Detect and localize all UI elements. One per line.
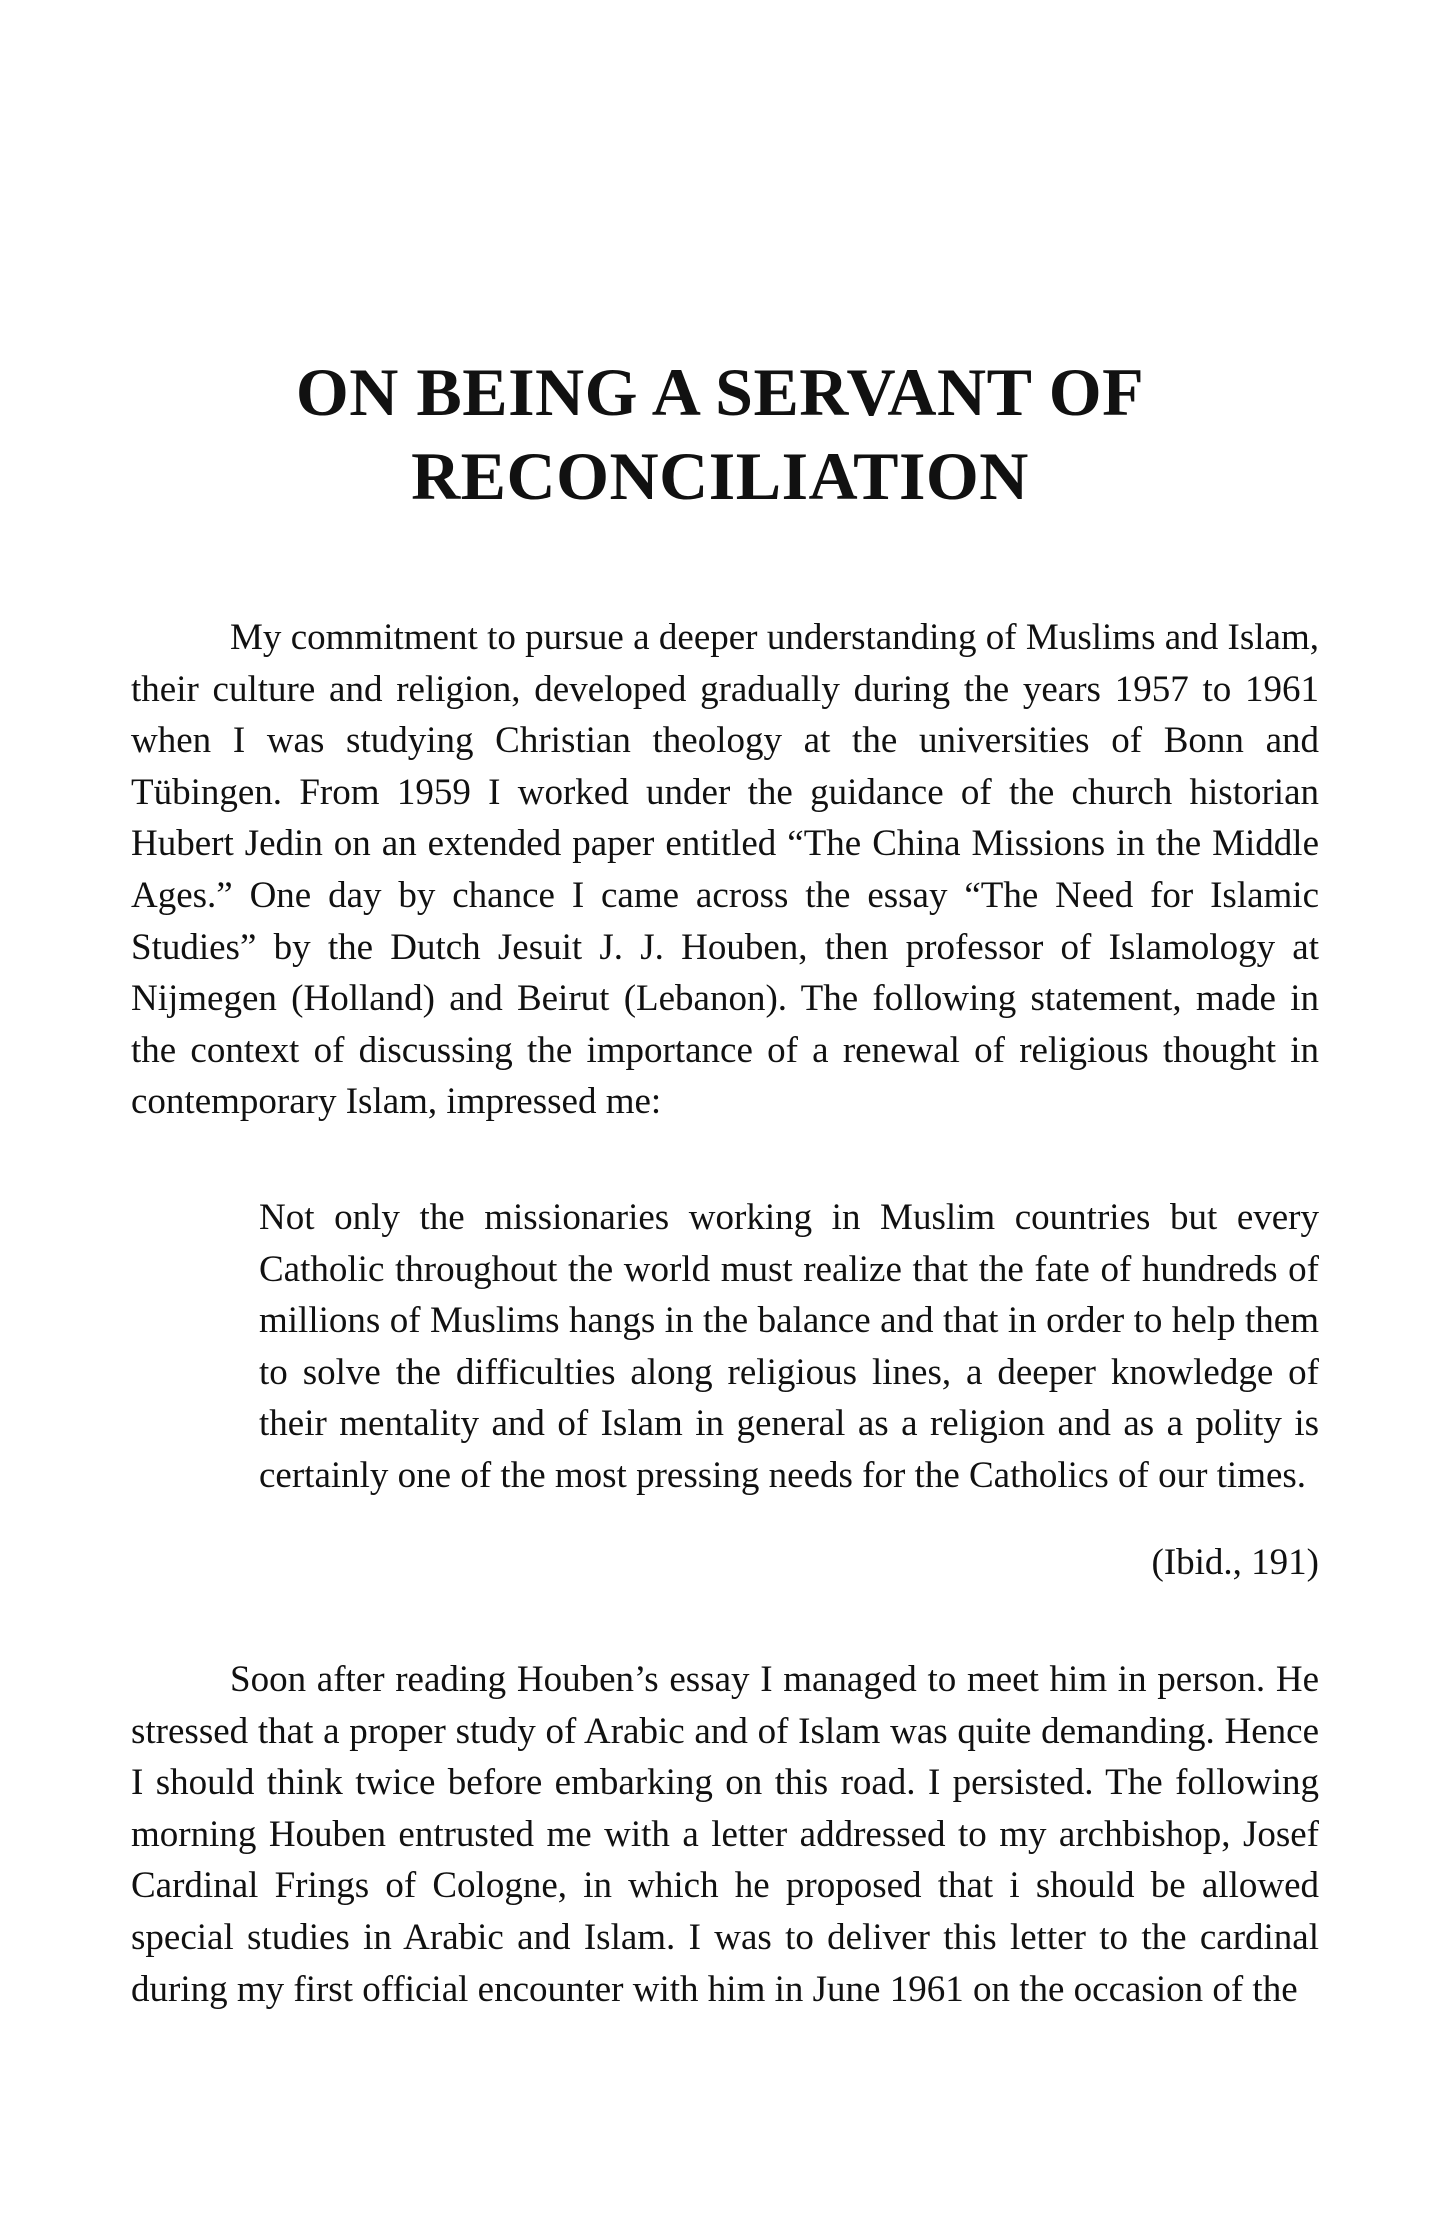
quote-citation: (Ibid., 191): [1151, 1542, 1319, 1583]
block-quote: Not only the missionaries working in Muslim countries but every Catholic throughout the world must realize that the fate of hundreds of millions of Muslims hangs in the balance and that in order to help them to solve the difficulties along religious lines, a deeper knowledge of their mentality and of Islam in general as a religion and as a polity is certainly one of the most pressing needs for the Catholics of our times.: [259, 1197, 1319, 1496]
chapter-title-line-2: RECONCILIATION: [411, 438, 1029, 514]
paragraph-2: Soon after reading Houben’s essay I managed to meet him in person. He stressed that a proper study of Arabic and of Islam was quite demanding. Hence I should think twice before embarking on this road. I persisted. The following morning Houben entrusted me with a letter addressed to my archbishop, Josef Cardinal Frings of Cologne, in which he proposed that i should be allowed special studies in Arabic and Islam. I was to deliver this letter to the cardinal during my first official encounter with him in June 1961 on the occasion of the: [131, 1659, 1319, 2010]
paragraph-1: My commitment to pursue a deeper understanding of Muslims and Islam, their culture and religion, developed gradually during the years 1957 to 1961 when I was studying Christian theology at the universities of Bonn and Tübingen. From 1959 I worked under the guidance of the church historian Hubert Jedin on an extended paper entitled “The China Missions in the Middle Ages.” One day by chance I came across the essay “The Need for Islamic Studies” by the Dutch Jesuit J. J. Houben, then professor of Islamology at Nijmegen (Holland) and Beirut (Lebanon). The following statement, made in the context of discussing the importance of a renewal of religious thought in contemporary Islam, impressed me:: [131, 617, 1319, 1123]
chapter-title-line-1: ON BEING A SERVANT OF: [295, 354, 1145, 430]
